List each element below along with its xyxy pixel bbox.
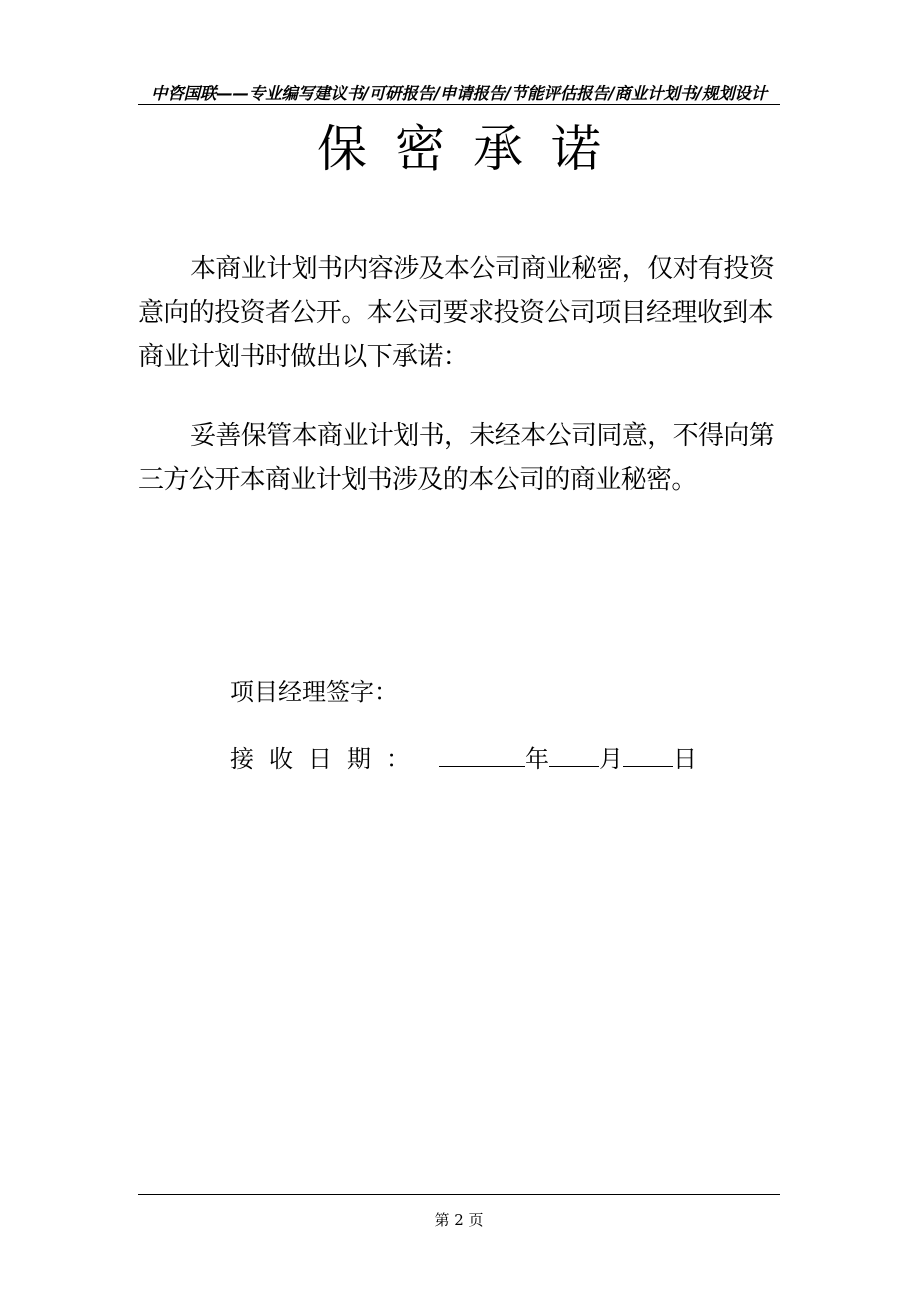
day-unit: 日 — [673, 745, 697, 773]
signature-line — [230, 670, 398, 714]
year-unit: 年 — [525, 745, 549, 773]
page-title: 保密承诺 — [317, 120, 629, 178]
signature-label: 项目经理签字： — [230, 678, 398, 706]
page-number: 第 2 页 — [434, 1211, 484, 1229]
paragraph-intro: 本商业计划书内容涉及本公司商业秘密，仅对有投资意向的投资者公开。本公司要求投资公司项目经理收到本商业计划书时做出以下承诺： — [138, 254, 775, 372]
footer-rule — [138, 1194, 780, 1195]
receipt-date-line — [230, 737, 697, 781]
paragraph-commitment: 妥善保管本商业计划书，未经本公司同意，不得向第三方公开本商业计划书涉及的本公司的商业秘密。 — [138, 421, 775, 495]
month-unit: 月 — [599, 745, 623, 773]
receipt-date-label: 接收日期： — [230, 745, 425, 773]
running-header: 中咨国联——专业编写建议书/可研报告/申请报告/节能评估报告/商业计划书/规划设计 — [151, 84, 767, 103]
day-blank[interactable] — [623, 738, 673, 767]
year-blank[interactable] — [439, 738, 525, 767]
header-rule — [138, 104, 780, 105]
month-blank[interactable] — [549, 738, 599, 767]
